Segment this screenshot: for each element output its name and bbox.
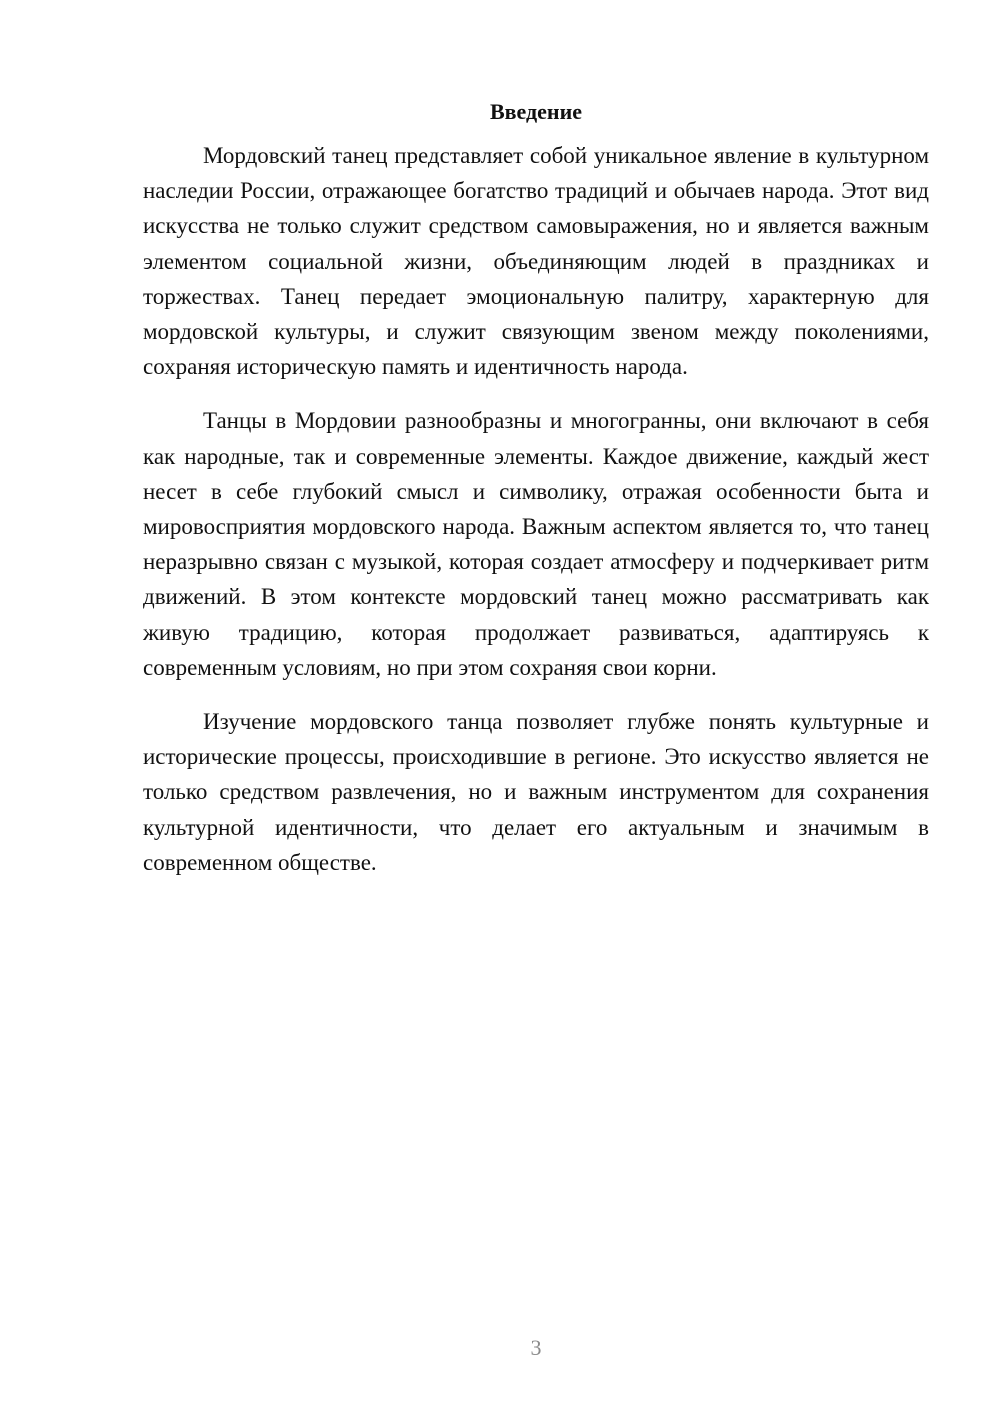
page-number: 3 xyxy=(530,1335,542,1360)
page-content xyxy=(143,96,929,899)
paragraph-1: Мордовский танец представляет собой уникальное явление в культурном наследии России, отражающее богатство традиций и обычаев народа. Этот вид искусства не только служит средством самовыражения, но и является важным элементом социальной жизни, объединяющим людей в праздниках и торжествах. Танец передает эмоциональную палитру, характерную для мордовской культуры, и служит связующим звеном между поколениями, сохраняя историческую память и идентичность народа. xyxy=(143,143,929,380)
page-title: Введение xyxy=(489,99,583,124)
paragraph-3: Изучение мордовского танца позволяет глубже понять культурные и исторические процессы, происходившие в регионе. Это искусство является не только средством развлечения, но и важным инструментом для сохранения культурной идентичности, что делает его актуальным и значимым в современном обществе. xyxy=(143,709,929,875)
paragraph-2: Танцы в Мордовии разнообразны и многогранны, они включают в себя как народные, так и современные элементы. Каждое движение, каждый жест несет в себе глубокий смысл и символику, отражая особенности быта и мировосприятия мордовского народа. Важным аспектом является то, что танец неразрывно связан с музыкой, которая создает атмосферу и подчеркивает ритм движений. В этом контексте мордовский танец можно рассматривать как живую традицию, которая продолжает развиваться, адаптируясь к современным условиям, но при этом сохраняя свои корни. xyxy=(143,408,929,680)
